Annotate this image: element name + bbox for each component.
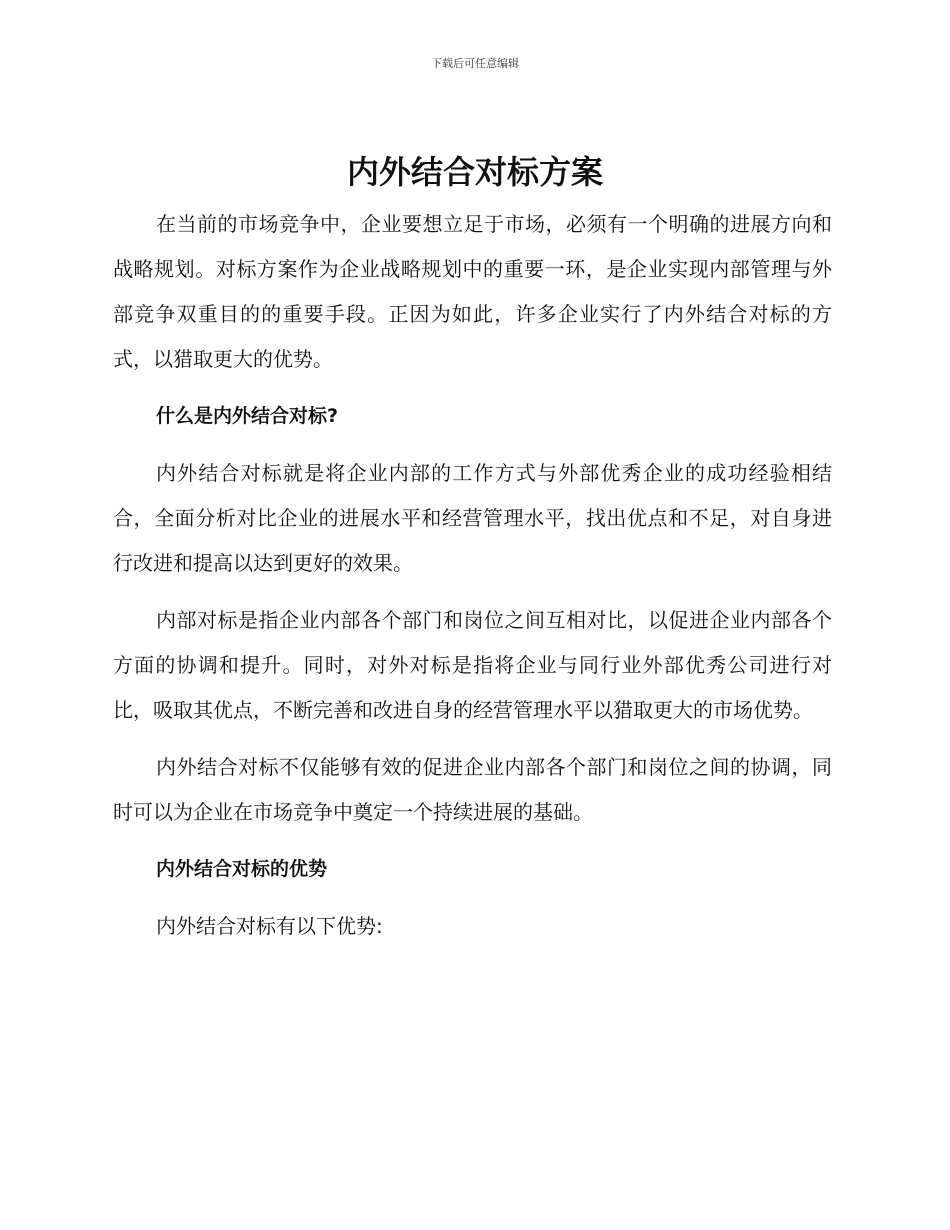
definition-paragraph: 内外结合对标就是将企业内部的工作方式与外部优秀企业的成功经验相结合，全面分析对比企业的进展水平和经营管理水平，找出优点和不足，对自身进行改进和提高以达到更好的效果。	[113, 461, 832, 575]
internal-external-paragraph: 内部对标是指企业内部各个部门和岗位之间互相对比，以促进企业内部各个方面的协调和提升。同时，对外对标是指将企业与同行业外部优秀公司进行对比，吸取其优点，不断完善和改进自身的经营管理水平以猎取更大的市场优势。	[113, 608, 832, 722]
page-header-note: 下载后可任意编辑	[431, 57, 519, 70]
advantages-intro-paragraph: 内外结合对标有以下优势:	[156, 914, 383, 938]
document-title: 内外结合对标方案	[346, 153, 603, 191]
section-heading-advantages: 内外结合对标的优势	[156, 858, 328, 880]
section-heading-what-is: 什么是内外结合对标?	[156, 405, 339, 427]
benefit-paragraph: 内外结合对标不仅能够有效的促进企业内部各个部门和岗位之间的协调，同时可以为企业在市场竞争中奠定一个持续进展的基础。	[113, 755, 832, 824]
document-body	[113, 202, 832, 961]
intro-paragraph: 在当前的市场竞争中，企业要想立足于市场，必须有一个明确的进展方向和战略规划。对标方案作为企业战略规划中的重要一环，是企业实现内部管理与外部竞争双重目的的重要手段。正因为如此，许多企业实行了内外结合对标的方式，以猎取更大的优势。	[113, 212, 832, 371]
